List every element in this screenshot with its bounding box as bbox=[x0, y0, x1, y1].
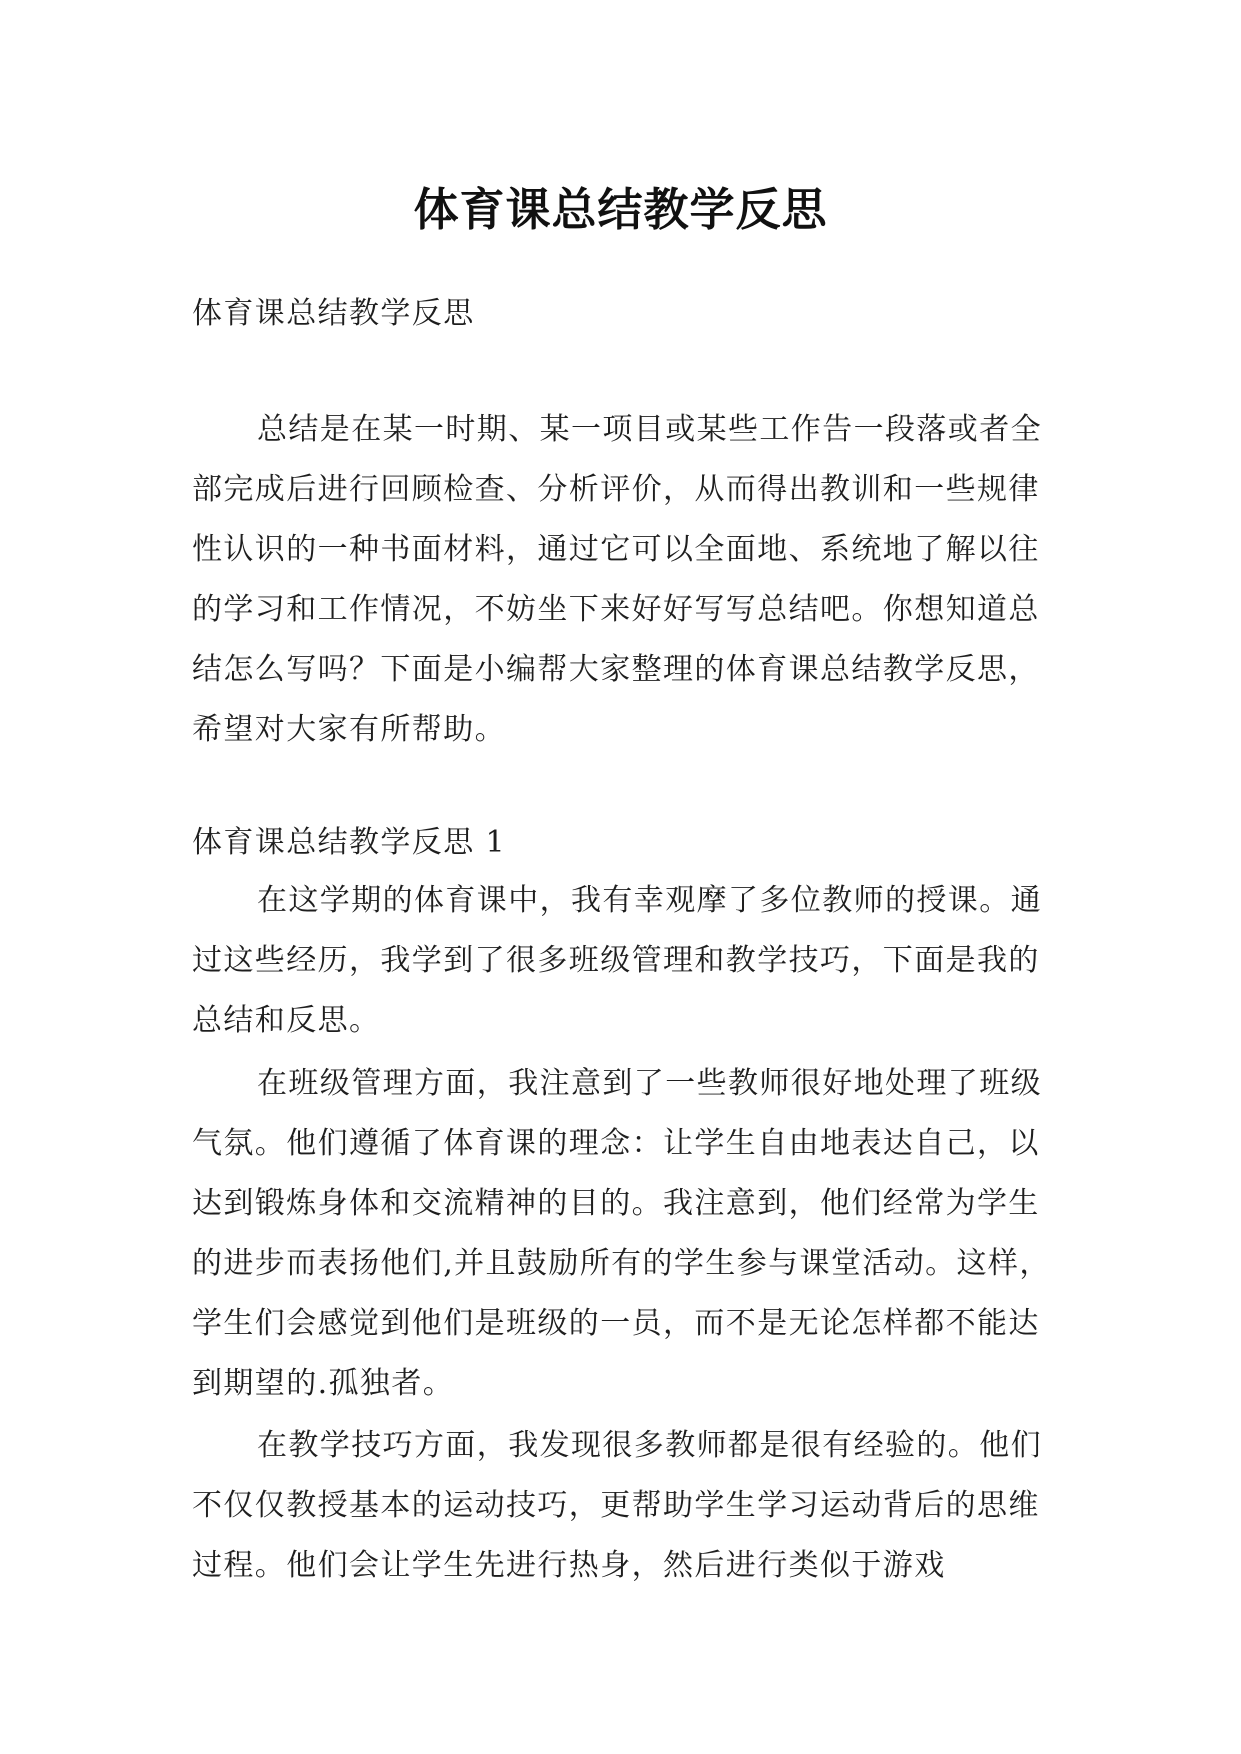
document-subtitle: 体育课总结教学反思 bbox=[192, 296, 475, 331]
document-title: 体育课总结教学反思 bbox=[413, 183, 828, 237]
intro-paragraph: 总结是在某一时期、某一项目或某些工作告一段落或者全部完成后进行回顾检查、分析评价，从而得出教训和一些规律性认识的一种书面材料，通过它可以全面地、系统地了解以往的学习和工作情况，不妨坐下来好好写写总结吧。你想知道总结怎么写吗？下面是小编帮大家整理的体育课总结教学反思，希望对大家有所帮助。 bbox=[192, 412, 1042, 747]
body-paragraph-1: 在这学期的体育课中，我有幸观摩了多位教师的授课。通过这些经历，我学到了很多班级管理和教学技巧，下面是我的总结和反思。 bbox=[192, 883, 1042, 1038]
body-paragraph-3: 在教学技巧方面，我发现很多教师都是很有经验的。他们不仅仅教授基本的运动技巧，更帮助学生学习运动背后的思维过程。他们会让学生先进行热身，然后进行类似于游戏 bbox=[192, 1428, 1042, 1583]
body-paragraph-2: 在班级管理方面，我注意到了一些教师很好地处理了班级气氛。他们遵循了体育课的理念：让学生自由地表达自己，以达到锻炼身体和交流精神的目的。我注意到，他们经常为学生的进步而表扬他们,并且鼓励所有的学生参与课堂活动。这样，学生们会感觉到他们是班级的一员，而不是无论怎样都不能达到期望的.孤独者。 bbox=[192, 1066, 1051, 1401]
section-heading: 体育课总结教学反思 1 bbox=[192, 825, 507, 860]
